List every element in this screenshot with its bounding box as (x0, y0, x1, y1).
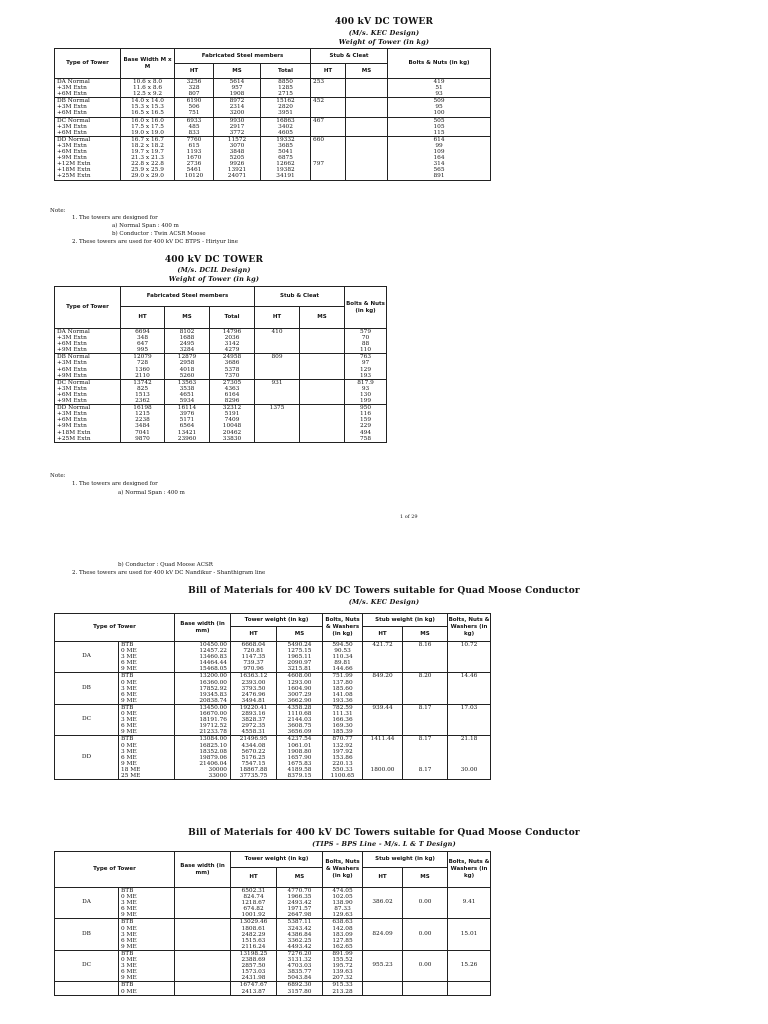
t1-total: 19332 3685 5041 6875 12662 19382 34191 (276, 136, 295, 180)
t4-ext: BTB 0 ME 3 ME 6 ME 9 ME (121, 950, 137, 982)
t1-bolts: 505 105 115 (433, 117, 445, 136)
t2-total: 14796 2036 3142 4279 (222, 329, 242, 354)
table-row (55, 98, 491, 117)
t4-h-stub-ms: MS (403, 868, 448, 888)
t1-stub-ht: 253 (313, 79, 325, 85)
t2-h-stub: Stub & Cleat (255, 287, 345, 307)
t1-types: DD Normal +3M Extn +6M Extn +9M Extn +12M Extn +18M Extn +25M Extn (57, 136, 91, 180)
t1-h-stub: Stub & Cleat (311, 49, 388, 64)
t3-ht: 21496.95 4344.08 5670.22 5176.25 7547.15 18867.88 37735.75 (239, 736, 268, 779)
t3-h-base: Base width (in mm) (175, 614, 231, 642)
t3-bnw: 870.77 132.92 197.92 153.86 220.13 550.33 1100.65 (330, 736, 355, 779)
t4-ht: 6502.31 824.74 1218.67 674.82 1001.92 (241, 888, 266, 919)
t3-group-name: DA (82, 653, 91, 660)
table-row (55, 888, 491, 919)
t4-h-stub: Stub weight (in kg) (363, 852, 448, 868)
t1-base: 10.6 x 8.0 11.6 x 8.6 12.5 x 9.2 (132, 79, 163, 98)
t1-note-0: Note: (50, 208, 66, 214)
t4-h-ht: HT (231, 868, 277, 888)
table-row (55, 79, 491, 98)
t3-h-type: Type of Tower (55, 614, 175, 642)
t3-ms: 5490.24 1275.15 1965.11 2090.97 3215.81 (287, 642, 312, 673)
table-row (55, 354, 387, 379)
t3-h-stub-ms: MS (403, 627, 448, 642)
t1-bolts: 419 51 93 (433, 79, 445, 98)
t1-ht: 7760 615 1193 1670 2736 5461 10120 (184, 136, 204, 180)
t1-note-2: a) Normal Span : 400 m (112, 223, 179, 229)
t1-bolts: 509 95 100 (433, 98, 445, 117)
t2-h-stub-ht: HT (255, 307, 300, 329)
t4-ht: 16747.67 2413.87 (239, 982, 268, 995)
t1-stub-ht: 660 797 (313, 136, 325, 168)
t1-types: DA Normal +3M Extn +6M Extn (57, 79, 90, 98)
t3-h-ht: HT (231, 627, 277, 642)
t3-bnw2: 21.18 30.00 (460, 736, 478, 773)
t4-bnw2: 9.41 (462, 899, 476, 906)
table-row (55, 982, 491, 995)
t2-subtitle: (M/s. DCIL Design) (177, 266, 251, 274)
t4-stub-ht: 824.09 (372, 930, 393, 937)
t1-ms: 11572 3070 3848 5205 9926 13921 24071 (227, 136, 247, 180)
t4-group-name: DA (82, 899, 91, 906)
t3-base: 13450.00 16670.00 18191.76 19712.52 21233.78 (199, 704, 227, 736)
t4-subtitle: (TIPS - BPS Line - M/s. L & T Design) (312, 840, 456, 848)
t1-h-bolts: Bolts & Nuts (in kg) (388, 49, 491, 79)
t1-types: DC Normal +3M Extn +6M Extn (57, 117, 91, 136)
table-row (55, 642, 491, 673)
t3-h-bnw: Bolts, Nuts & Washers (in kg) (323, 614, 363, 642)
t4-bnw: 891.99 155.52 195.72 139.63 207.32 (332, 950, 353, 982)
table-row (55, 919, 491, 950)
t3-bnw2: 14.46 (460, 673, 478, 680)
t1-ht: 6933 485 833 (186, 117, 202, 136)
t4-stub-ms: 0.00 (418, 899, 432, 906)
t4-stub-ms: 0.00 (418, 962, 432, 969)
t4-ms: 4770.70 1966.35 2493.42 1971.57 2647.98 (287, 888, 312, 919)
t1-total: 15162 2820 3951 (276, 98, 295, 117)
t1-h-stub-ht: HT (311, 64, 346, 79)
t3-bnw2: 10.72 (460, 642, 478, 648)
t4-bnw2: 15.01 (460, 930, 478, 937)
table-row (55, 379, 387, 404)
t1-ms: 8972 2314 3200 (229, 98, 245, 117)
t2-table (54, 286, 387, 443)
table-row (55, 136, 491, 180)
t2-total: 24958 3686 5378 7370 (222, 354, 242, 379)
t2-stub-ht: 410 (271, 329, 283, 335)
table-row (55, 704, 491, 735)
t2-stub-ht: 931 (271, 379, 283, 386)
t3-group-name: DC (81, 716, 92, 723)
t3-ht: 19220.41 2893.16 3828.37 2972.35 4558.31 (239, 704, 268, 736)
t1-ms: 5614 957 1908 (229, 79, 245, 98)
t3-ext: BTB 0 ME 3 ME 6 ME 9 ME (121, 642, 137, 673)
t1-total: 16863 3402 4605 (276, 117, 295, 136)
t3-ht: 16363.12 2393.00 3793.50 2476.96 3494.81 (239, 673, 268, 704)
t4-stub-ht: 386.02 (372, 899, 393, 906)
t1-base: 16.7 x 16.7 18.2 x 18.2 19.7 x 19.7 21.3 x 21.3 22.8 x 22.8 25.9 x 25.9 29.0 x 29.0 (131, 136, 164, 180)
t1-h-stub-ms: MS (346, 64, 388, 79)
t3-bnw: 594.50 90.53 110.34 89.81 144.66 (332, 642, 353, 673)
t2-stub-ht: 1375 (269, 405, 285, 412)
t2-title: 400 kV DC TOWER (164, 255, 264, 265)
t3-ext: BTB 0 ME 3 ME 6 ME 9 ME (121, 704, 137, 736)
t2-types: DB Normal +3M Extn +6M Extn +9M Extn (57, 354, 90, 379)
t4-ms: 5387.11 3243.42 4386.84 3362.25 4493.42 (287, 919, 312, 950)
t3-stub-ms: 8.17 (418, 704, 432, 711)
page-number: 1 of 29 (400, 514, 418, 520)
t3-h-tw: Tower weight (in kg) (231, 614, 323, 627)
t4-ms: 7276.20 3131.32 4703.03 3835.77 5043.84 (287, 950, 312, 982)
t3-stub-ht: 421.72 (372, 642, 393, 648)
t3-h-stub: Stub weight (in kg) (363, 614, 448, 627)
t3-stub-ms: 8.17 8.17 (418, 736, 432, 773)
t3-stub-ms: 8.16 (418, 642, 432, 648)
t2-subtitle2: Weight of Tower (in kg) (168, 275, 260, 283)
t1-ht: 6190 506 751 (186, 98, 202, 117)
t1-note-1: 1. The towers are designed for (72, 215, 158, 221)
t3-subtitle: (M/s. KEC Design) (348, 598, 420, 606)
t2-h-bolts: Bolts & Nuts (in kg) (345, 287, 387, 329)
t2-types: DC Normal +3M Extn +6M Extn +9M Extn (57, 379, 91, 405)
t4-h-type: Type of Tower (55, 852, 175, 888)
t3-h-bnw2: Bolts, Nuts & Washers (in kg) (448, 614, 491, 642)
t2-ht: 12079 728 1360 2110 (133, 354, 152, 379)
t3-stub-ht: 1411.44 1800.00 (370, 736, 395, 773)
t2-types: DD Normal +3M Extn +6M Extn +9M Extn +18M Extn +25M Extn (57, 405, 91, 442)
t1-subtitle2: Weight of Tower (in kg) (338, 38, 430, 46)
t2-ht: 13742 825 1513 2362 (133, 379, 152, 405)
t4-ext: BTB 0 ME 3 ME 6 ME 9 ME (121, 888, 137, 919)
t1-base: 16.0 x 16.0 17.5 x 17.5 19.0 x 19.0 (131, 117, 164, 136)
t1-stub-ht: 452 (313, 98, 325, 105)
t4-table (54, 851, 491, 996)
t3-table (54, 613, 491, 780)
t3-title: Bill of Materials for 400 kV DC Towers suitable for Quad Moose Conductor (188, 586, 580, 596)
t1-ht: 3256 328 807 (186, 79, 202, 98)
t4-ht: 13029.46 1808.61 2482.29 1515.63 2116.24 (239, 919, 268, 950)
t4-ht: 13198.25 2388.69 2857.50 1573.03 2431.98 (239, 950, 268, 982)
t3-ext: BTB 0 ME 3 ME 6 ME 9 ME 18 ME 25 ME (121, 736, 141, 779)
t4-h-base: Base width (in mm) (175, 852, 231, 888)
t2-h-stub-ms: MS (300, 307, 345, 329)
t4-h-ms: MS (277, 868, 323, 888)
t4-bnw2: 15.26 (460, 962, 478, 969)
t2-ms: 12879 2958 4018 5260 (177, 354, 197, 379)
t1-h-fab: Fabricated Steel members (175, 49, 311, 64)
t3-ms: 4608.00 1293.00 1604.90 3007.29 3662.90 (287, 673, 312, 704)
t1-h-total: Total (261, 64, 311, 79)
t2-ms: 16114 3976 5171 6564 13421 23960 (177, 405, 197, 442)
t2-ms: 13563 3538 4651 5934 (177, 379, 197, 405)
t1-h-base: Base Width M x M (121, 49, 175, 79)
table-row (55, 736, 491, 780)
t4-bnw: 915.33 213.28 (332, 982, 353, 995)
table-row (55, 329, 387, 354)
t2-note-1: 1. The towers are designed for (72, 481, 158, 487)
t4-title: Bill of Materials for 400 kV DC Towers suitable for Quad Moose Conductor (188, 828, 580, 838)
t4-stub-ht: 955.23 (372, 962, 393, 969)
t1-h-ht: HT (175, 64, 214, 79)
t2-ht: 16198 1215 2238 3484 7041 9870 (133, 405, 152, 442)
t2-bolts: 817.9 93 130 199 (357, 379, 374, 405)
t2-types: DA Normal +3M Extn +6M Extn +9M Extn (57, 329, 90, 354)
t3-stub-ms: 8.20 (418, 673, 432, 680)
t2-ms: 8102 1688 2495 3284 (179, 329, 195, 354)
t3-bnw: 751.99 137.80 185.60 141.08 193.36 (332, 673, 353, 704)
t3-ht: 6668.04 720.81 1147.35 739.37 970.96 (241, 642, 266, 673)
t2-h-fab: Fabricated Steel members (121, 287, 255, 307)
t2-bolts: 950 116 159 229 494 758 (359, 405, 372, 442)
t3-stub-ht: 849.20 (372, 673, 393, 680)
t3-ext: BTB 0 ME 3 ME 6 ME 9 ME (121, 673, 137, 704)
t3-ms: 4237.54 1061.01 1908.80 1657.90 1675.83 4189.58 8379.15 (287, 736, 312, 779)
t4-h-bnw: Bolts, Nuts & Washers (in kg) (323, 852, 363, 888)
t1-base: 14.0 x 14.0 15.3 x 15.3 16.5 x 16.5 (131, 98, 164, 117)
t1-ms: 9930 2917 3772 (229, 117, 245, 136)
t3-stub-ht: 939.44 (372, 704, 393, 711)
t2-ht: 6694 348 647 995 (135, 329, 150, 354)
t4-group-name: DC (81, 962, 92, 969)
t2-stub-ht: 809 (271, 354, 283, 361)
t1-h-ms: MS (214, 64, 261, 79)
t1-note-3: b) Conductor : Twin ACSR Moose (112, 231, 206, 237)
t1-types: DB Normal +3M Extn +6M Extn (57, 98, 90, 117)
table-row (55, 405, 387, 443)
t2-total: 27305 4363 6164 8296 (222, 379, 242, 405)
t4-bnw: 638.63 142.08 183.09 127.85 162.65 (332, 919, 353, 950)
table-row (55, 673, 491, 704)
t2-bolts: 579 70 88 110 (359, 329, 372, 354)
t2-note2-1: 2. These towers are used for 400 kV DC Nandikur - Shanthigram line (72, 570, 266, 576)
t3-base: 13084.00 16825.10 18352.08 19879.06 21406.04 30000 33000 (199, 736, 227, 779)
t2-total: 32312 5191 7409 10048 20462 33830 (222, 405, 242, 442)
t4-ms: 6892.30 3157.80 (287, 982, 312, 995)
t3-h-ms: MS (277, 627, 323, 642)
t3-h-stub-ht: HT (363, 627, 403, 642)
t2-bolts: 763 97 129 193 (359, 354, 372, 379)
t2-h-type: Type of Tower (55, 287, 121, 329)
t3-bnw: 782.59 111.31 166.36 169.30 185.39 (332, 704, 353, 736)
t1-stub-ht: 467 (313, 117, 325, 124)
t1-note-4: 2. These towers are used for 400 kV DC BTPS - Hiriyur line (72, 239, 238, 245)
t3-group-name: DD (81, 753, 92, 760)
t2-h-ht: HT (121, 307, 165, 329)
t4-h-tw: Tower weight (in kg) (231, 852, 323, 868)
t4-group-name: DB (82, 930, 91, 937)
t2-note-2: a) Normal Span : 400 m (118, 490, 185, 496)
t3-ms: 4358.28 1110.68 2144.03 3608.75 3656.09 (287, 704, 312, 736)
t3-bnw2: 17.03 (460, 704, 478, 711)
t2-note-0: Note: (50, 473, 66, 479)
t1-h-type: Type of Tower (55, 49, 121, 79)
t1-total: 8850 1285 2715 (278, 79, 293, 98)
t3-base: 10450.00 12457.22 13460.83 14464.44 15468.05 (199, 642, 227, 673)
t4-ext: BTB 0 ME (121, 982, 137, 995)
t4-bnw: 474.05 102.05 138.90 87.33 129.63 (332, 888, 353, 919)
t4-h-stub-ht: HT (363, 868, 403, 888)
t2-h-ms: MS (165, 307, 210, 329)
t1-title: 400 kV DC TOWER (334, 17, 434, 27)
t4-h-bnw2: Bolts, Nuts & Washers (in kg) (448, 852, 491, 888)
t1-subtitle: (M/s. KEC Design) (348, 29, 420, 37)
table-row (55, 950, 491, 981)
t3-base: 13200.00 16360.00 17852.92 19345.83 20838.74 (199, 673, 227, 704)
t1-table (54, 48, 491, 181)
t2-h-total: Total (210, 307, 255, 329)
t2-note2-0: b) Conductor : Quad Moose ACSR (118, 562, 213, 568)
t4-stub-ms: 0.00 (418, 930, 432, 937)
t3-group-name: DB (82, 684, 91, 691)
table-row (55, 117, 491, 136)
t4-ext: BTB 0 ME 3 ME 6 ME 9 ME (121, 919, 137, 950)
t1-bolts: 614 99 109 164 314 565 891 (433, 136, 445, 180)
